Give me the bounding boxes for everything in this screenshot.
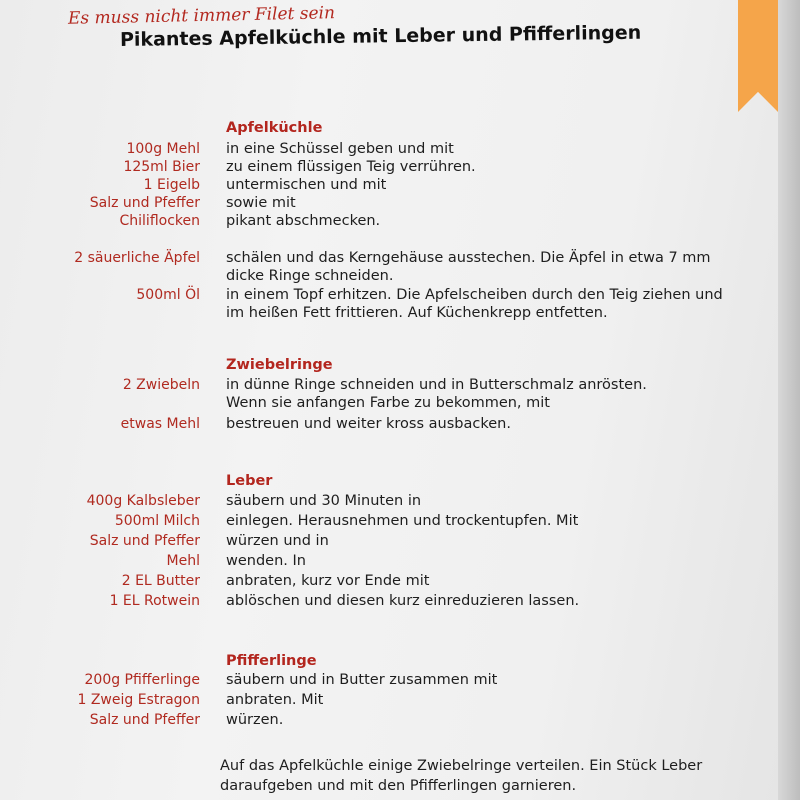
ingredient-row bbox=[0, 141, 760, 161]
ingredient-row bbox=[0, 177, 760, 197]
ingredient-row bbox=[0, 305, 760, 325]
instruction-text: säubern und in Butter zusammen mit bbox=[226, 672, 498, 688]
ingredient-row bbox=[0, 553, 760, 573]
section-heading-leber: Leber bbox=[226, 473, 273, 489]
ingredient-row bbox=[0, 287, 760, 307]
ingredient-quantity: Mehl bbox=[166, 553, 200, 569]
page-edge bbox=[778, 0, 800, 800]
ingredient-quantity: etwas Mehl bbox=[120, 416, 200, 432]
section-heading-pfifferlinge: Pfifferlinge bbox=[226, 653, 317, 669]
instruction-text: säubern und 30 Minuten in bbox=[226, 493, 422, 509]
instruction-text: im heißen Fett frittieren. Auf Küchenkrepp entfetten. bbox=[226, 305, 608, 321]
ingredient-row bbox=[0, 377, 760, 397]
ingredient-row bbox=[0, 712, 760, 732]
instruction-text: dicke Ringe schneiden. bbox=[226, 268, 394, 284]
ingredient-row bbox=[0, 159, 760, 179]
instruction-text: in eine Schüssel geben und mit bbox=[226, 141, 454, 157]
ingredient-quantity: 500ml Öl bbox=[136, 287, 200, 303]
instruction-text: pikant abschmecken. bbox=[226, 213, 381, 229]
instruction-text: in dünne Ringe schneiden und in Butterschmalz anrösten. bbox=[226, 377, 647, 393]
ingredient-quantity: Salz und Pfeffer bbox=[89, 195, 200, 211]
instruction-text: Wenn sie anfangen Farbe zu bekommen, mit bbox=[226, 395, 550, 411]
ingredient-quantity: 2 Zwiebeln bbox=[122, 377, 200, 393]
recipe-subtitle: Es muss nicht immer Filet sein bbox=[67, 3, 336, 29]
section-heading-zwiebelringe: Zwiebelringe bbox=[226, 357, 333, 373]
ingredient-quantity: 2 säuerliche Äpfel bbox=[74, 250, 200, 266]
ingredient-quantity: Salz und Pfeffer bbox=[89, 533, 200, 549]
instruction-text: Auf das Apfelküchle einige Zwiebelringe verteilen. Ein Stück Leber bbox=[220, 758, 703, 774]
ingredient-row bbox=[0, 268, 760, 288]
ingredient-row bbox=[0, 692, 760, 712]
instruction-text: in einem Topf erhitzen. Die Apfelscheiben durch den Teig ziehen und bbox=[226, 287, 723, 303]
serving-instruction bbox=[0, 778, 760, 798]
ingredient-row bbox=[0, 195, 760, 215]
ingredient-quantity: 500ml Milch bbox=[114, 513, 200, 529]
ingredient-row bbox=[0, 395, 760, 415]
instruction-text: anbraten, kurz vor Ende mit bbox=[226, 573, 430, 589]
ingredient-row bbox=[0, 573, 760, 593]
serving-instruction bbox=[0, 758, 760, 778]
ingredient-quantity: 100g Mehl bbox=[126, 141, 200, 157]
ingredient-row bbox=[0, 672, 760, 692]
ingredient-quantity: 1 EL Rotwein bbox=[109, 593, 200, 609]
ingredient-row bbox=[0, 250, 760, 270]
section-heading-apfelkuechle: Apfelküchle bbox=[226, 120, 323, 136]
ingredient-quantity: Salz und Pfeffer bbox=[89, 712, 200, 728]
ingredient-quantity: Chiliflocken bbox=[119, 213, 200, 229]
ingredient-quantity: 1 Zweig Estragon bbox=[77, 692, 200, 708]
ingredient-row bbox=[0, 513, 760, 533]
instruction-text: schälen und das Kerngehäuse ausstechen. Die Äpfel in etwa 7 mm bbox=[226, 250, 711, 266]
instruction-text: ablöschen und diesen kurz einreduzieren lassen. bbox=[226, 593, 580, 609]
ingredient-row bbox=[0, 213, 760, 233]
instruction-text: einlegen. Herausnehmen und trockentupfen. Mit bbox=[226, 513, 579, 529]
instruction-text: untermischen und mit bbox=[226, 177, 387, 193]
ingredient-row bbox=[0, 593, 760, 613]
instruction-text: bestreuen und weiter kross ausbacken. bbox=[226, 416, 511, 432]
ingredient-quantity: 400g Kalbsleber bbox=[86, 493, 200, 509]
instruction-text: würzen. bbox=[226, 712, 284, 728]
instruction-text: anbraten. Mit bbox=[226, 692, 324, 708]
bookmark-ribbon bbox=[738, 0, 778, 112]
ingredient-quantity: 200g Pfifferlinge bbox=[84, 672, 200, 688]
instruction-text: wenden. In bbox=[226, 553, 306, 569]
instruction-text: zu einem flüssigen Teig verrühren. bbox=[226, 159, 476, 175]
ingredient-row bbox=[0, 493, 760, 513]
ingredient-quantity: 1 Eigelb bbox=[143, 177, 200, 193]
instruction-text: würzen und in bbox=[226, 533, 329, 549]
ingredient-row bbox=[0, 533, 760, 553]
ingredient-row bbox=[0, 416, 760, 436]
instruction-text: daraufgeben und mit den Pfifferlingen garnieren. bbox=[220, 778, 577, 794]
recipe-title: Pikantes Apfelküchle mit Leber und Pfifferlingen bbox=[119, 21, 642, 51]
ingredient-quantity: 125ml Bier bbox=[123, 159, 200, 175]
instruction-text: sowie mit bbox=[226, 195, 296, 211]
ingredient-quantity: 2 EL Butter bbox=[121, 573, 200, 589]
